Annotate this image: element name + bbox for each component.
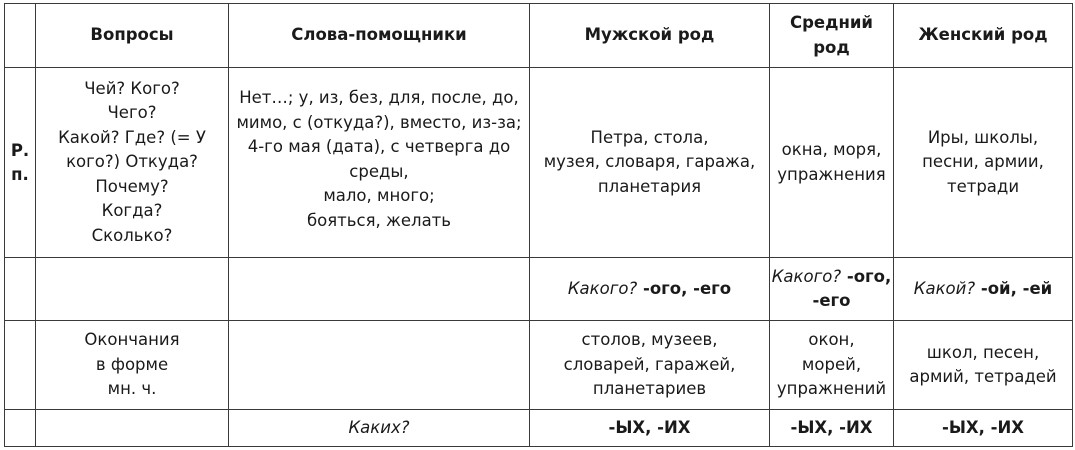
header-helpers: Слова-помощники xyxy=(229,4,530,68)
example-line: тетради xyxy=(946,176,1020,196)
ending-question: Какого? xyxy=(567,278,638,298)
plural-feminine-examples xyxy=(894,321,1073,410)
example-line: планетариев xyxy=(592,379,707,399)
header-questions: Вопросы xyxy=(36,4,229,68)
plural-question: Каких? xyxy=(229,410,530,447)
plural-endings-row xyxy=(5,410,1073,447)
ending-line xyxy=(770,265,893,290)
helper-line: среды, xyxy=(349,161,409,181)
plural-label-line: в форме xyxy=(95,354,169,374)
plural-label-line: мн. ч. xyxy=(107,379,157,399)
example-line: армий, тетрадей xyxy=(909,367,1057,386)
plural-label-line: Окончания xyxy=(84,330,180,350)
plural-row xyxy=(5,321,1073,410)
singular-feminine-ending xyxy=(894,258,1073,321)
question-line: Почему? xyxy=(95,176,169,196)
case-neuter-examples xyxy=(770,68,894,258)
header-neuter-line: род xyxy=(813,37,850,57)
plural-neuter-ending: -ЫХ, -ИХ xyxy=(770,410,894,447)
empty-cell xyxy=(5,410,36,447)
example-line: окна, моря, xyxy=(781,140,882,159)
question-line: кого?) Откуда? xyxy=(66,152,198,172)
empty-cell xyxy=(36,410,229,447)
helper-line: Нет…; у, из, без, для, после, до, xyxy=(239,88,519,107)
ending-suffixes: -ого, -его xyxy=(637,278,732,298)
helper-line: бояться, желать xyxy=(306,210,452,230)
example-line: планетария xyxy=(597,176,702,196)
empty-cell xyxy=(36,258,229,321)
example-line: музея, словаря, гаража, xyxy=(543,152,756,172)
case-label-line: п. xyxy=(11,164,29,184)
ending-question: Какого? xyxy=(771,266,842,286)
case-row xyxy=(5,68,1073,258)
header-neuter xyxy=(770,4,894,68)
helper-line: 4-го мая (дата), с четверга до xyxy=(247,137,511,156)
plural-masculine-ending: -ЫХ, -ИХ xyxy=(530,410,770,447)
plural-feminine-ending: -ЫХ, -ИХ xyxy=(894,410,1073,447)
header-feminine: Женский род xyxy=(894,4,1073,68)
question-line: Какой? Где? (= У xyxy=(58,127,206,147)
question-line: Когда? xyxy=(101,201,163,221)
singular-neuter-ending xyxy=(770,258,894,321)
example-line: упражнений xyxy=(776,379,887,399)
plural-masculine-examples xyxy=(530,321,770,410)
singular-masculine-ending xyxy=(530,258,770,321)
header-empty-cell xyxy=(5,4,36,68)
question-line: Чего? xyxy=(107,103,157,123)
plural-neuter-examples xyxy=(770,321,894,410)
example-line: морей, xyxy=(801,354,862,374)
example-line: окон, xyxy=(808,330,855,350)
singular-endings-row xyxy=(5,258,1073,321)
case-label-line: Р. xyxy=(10,140,30,160)
plural-label xyxy=(36,321,229,410)
header-neuter-line: Средний xyxy=(790,13,873,32)
case-label xyxy=(5,68,36,258)
helper-line: мало, много; xyxy=(323,186,435,205)
empty-cell xyxy=(229,258,530,321)
empty-cell xyxy=(5,321,36,410)
empty-cell xyxy=(229,321,530,410)
ending-suffixes: -ого, xyxy=(841,266,892,286)
helper-line: мимо, с (откуда?), вместо, из-за; xyxy=(236,112,522,132)
ending-question: Какой? xyxy=(913,278,976,298)
genitive-case-table xyxy=(4,3,1073,447)
case-feminine-examples xyxy=(894,68,1073,258)
empty-cell xyxy=(5,258,36,321)
example-line: упражнения xyxy=(777,164,886,184)
case-masculine-examples xyxy=(530,68,770,258)
question-line: Сколько? xyxy=(91,225,173,245)
example-line: школ, песен, xyxy=(926,342,1040,362)
example-line: столов, музеев, xyxy=(581,330,718,350)
example-line: Петра, стола, xyxy=(590,127,709,147)
ending-suffixes: -его xyxy=(812,291,851,310)
example-line: Иры, школы, xyxy=(927,127,1039,147)
header-masculine: Мужской род xyxy=(530,4,770,68)
question-line: Чей? Кого? xyxy=(84,78,180,98)
ending-suffixes: -ой, -ей xyxy=(975,278,1053,298)
case-questions xyxy=(36,68,229,258)
example-line: песни, армии, xyxy=(922,152,1044,172)
header-row xyxy=(5,4,1073,68)
example-line: словарей, гаражей, xyxy=(563,354,736,374)
case-helpers xyxy=(229,68,530,258)
